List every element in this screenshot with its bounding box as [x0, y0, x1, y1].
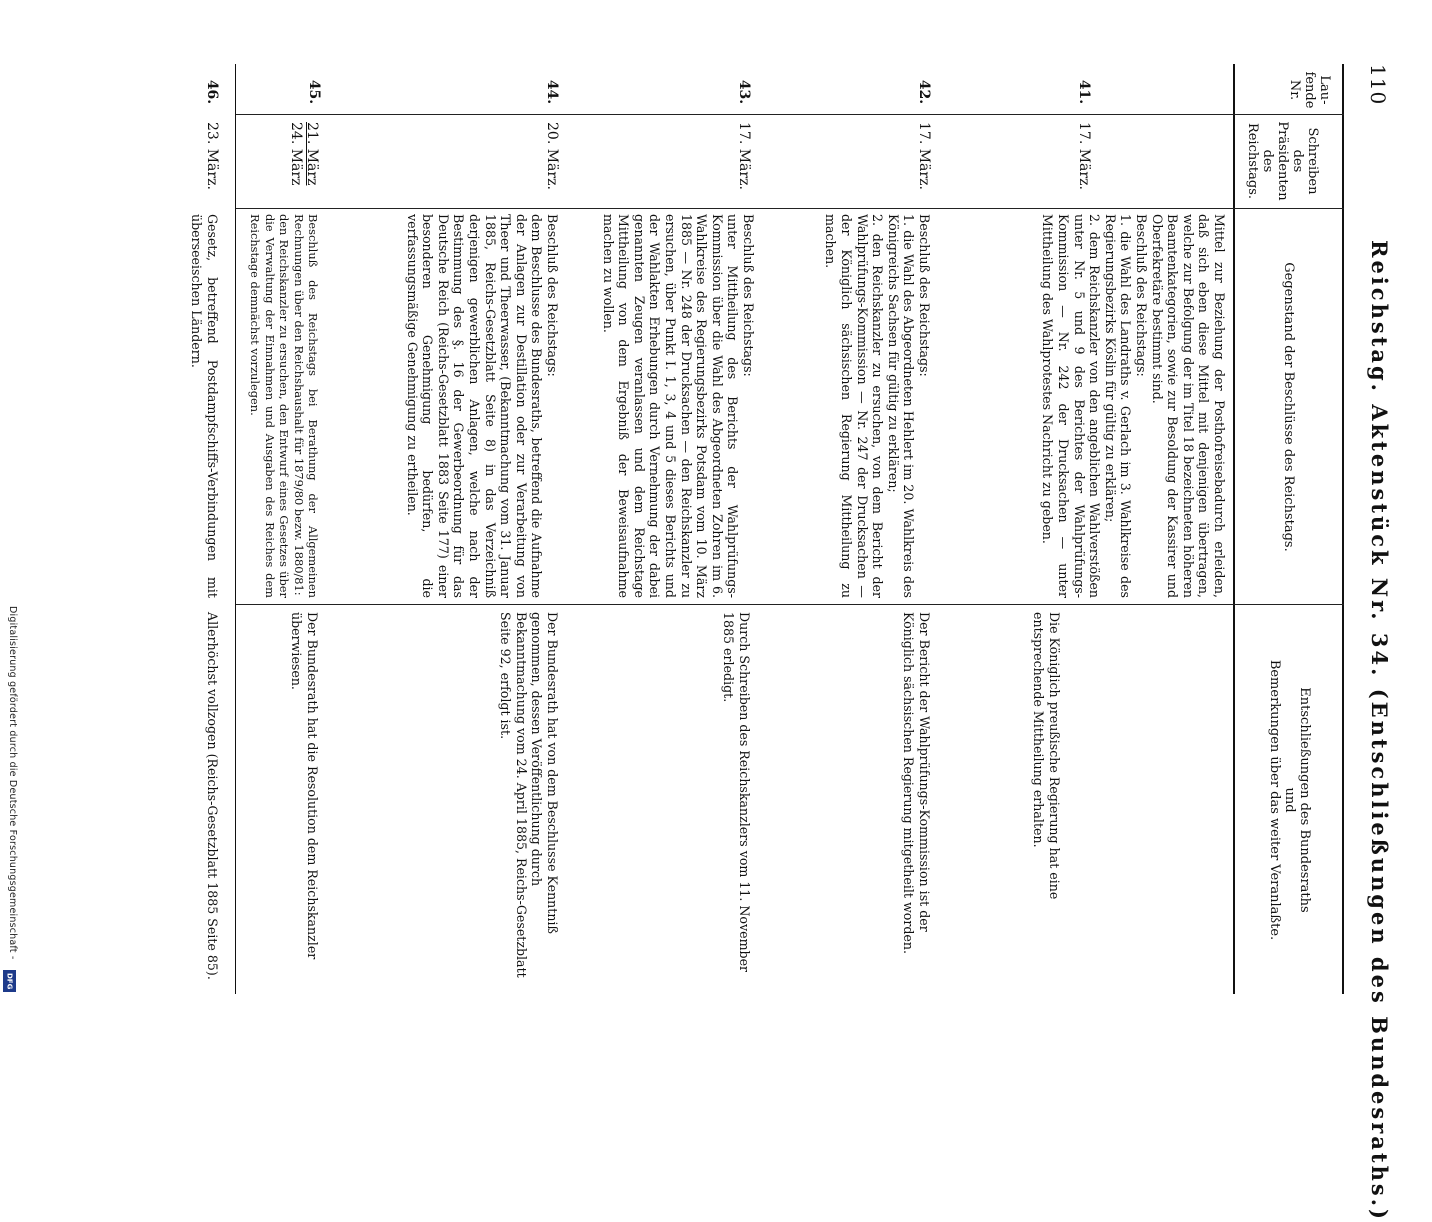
row-date: 17. März.	[736, 122, 752, 190]
row-remark: Die Königlich preußische Regierung hat eine entsprechende Mittheilung erhalten.	[1031, 612, 1062, 900]
row-date-end: 24. März	[288, 122, 304, 186]
row-remark: Der Bericht der Wahlprüfungs-Kommission ist der Königlich sächsischen Regierung mitgetheilt worden.	[901, 612, 932, 954]
row-subject-text: Beschluß des Reichstags bei Berathung der Allgemeinen Rechnungen über den Reichshaushalt für 1879/80 bezw. 1880/81: den Reichskanzler zu ersuchen, den Entwurf eines Gesetzes über die Verwaltung der Einnahmen und Ausgaben des Reiches dem Reichstage demnächst vorzulegen.	[248, 214, 320, 598]
table-head-rule	[1233, 64, 1235, 994]
column-header-subject: Gegenstand der Beschlüsse des Reichstags.	[1281, 262, 1296, 552]
row-remark: Allerhöchst vollzogen (Reichs-Gesetzblatt 1885 Seite 85).	[205, 612, 220, 980]
col-sep-3	[236, 604, 1344, 605]
row-subject-text: Beschluß des Reichstags: dem Beschlusse des Bundesraths, betreffend die Aufnahme der Anlagen zur Destillation oder zur Verarbeitung von Theer und Theerwasser, (Bekanntmachung vom 31. Januar 1885, Reichs-Gesetzblatt Seite 8) in das Verzeichniß derjenigen gewerblichen Anlagen, welche nach der Bestimmung des §. 16 der Gewerbeordnung für das Deutsche Reich (Reichs-Gesetzblatt 1883 Seite 177) einer besonderen Genehmigung bedürfen, die verfassungsmäßige Genehmigung zu ertheilen.	[404, 214, 560, 598]
row-remark: Der Bundesrath hat die Resolution dem Reichskanzler überwiesen.	[289, 612, 320, 960]
col-sep-2	[236, 208, 1344, 209]
col-sep-1	[236, 114, 1344, 115]
row-date: 20. März.	[544, 122, 560, 190]
row-number: 42.	[916, 79, 932, 105]
column-header-date: Schreiben des Präsidenten des Reichstags.	[1245, 121, 1320, 201]
row-subject-text: Beschluß des Reichstags: unter Mittheilung des Berichts der Wahlprüfungs-Kommission über die Wahl des Abgeordneten Zohren im 6. Wahlkreise des Regierungsbezirks Potsdam vom 10. März 1885 — Nr. 248 der Drucksachen — den Reichskanzler zu ersuchen, über Punkt I. 1, 3, 4 und 5 dieses Berichts und der Wahlakten Erhebungen durch Vernehmung der dabei genannten Zeugen veranlassen und dem Reichstage Mittheilung von dem Ergebniß der Beweisaufnahme machen zu wollen.	[600, 214, 756, 598]
row-date: 23. März.	[204, 122, 220, 190]
page-header	[1356, 0, 1396, 1222]
row-date-range	[288, 122, 320, 212]
dfg-logo: DFG	[3, 970, 16, 992]
row-subject-text: Beschluß des Reichstags: 1. die Wahl des Abgeordneten Hehlert im 20. Wahlkreis des Königreichs Sachsen für gültig zu erklären; 2. den Reichskanzler zu ersuchen, von dem Bericht der Wahlprüfungs-Kommission — Nr. 247 der Drucksachen — der Königlich sächsischen Regierung Mittheilung zu machen.	[823, 214, 932, 598]
row-subject-text: Gesetz, betreffend Postdampfschiffs-Verbindungen mit überseeischen Ländern.	[189, 214, 220, 598]
row-date: 17. März.	[916, 122, 932, 190]
column-header-remarks: Entschließungen des Bundesraths und Bemerkungen über das weiter Veranlaßte.	[1267, 659, 1312, 941]
row-subject-text: Mittel zur Beziehung der Posthofreisebadurch erleiden, daß sich eben diese Mittel mit denjenigen übertragen, welche zur Befolgung der im Titel 18 bezeichneten höheren Beamtenkategorien, sowie zur Besoldung der Kassirer und Oberfekretäre bestimmt sind. Beschluß des Reichstags: 1. die Wahl des Landraths v. Gerlach im 3. Wahlkreise des Regierungsbezirks Köslin für gültig zu erklären; 2. dem Reichskanzler von den angeblichen Wahlverstößen unter Nr. 5 und 9 des Berichtes der Wahlprüfungs-Kommission — Nr. 242 der Drucksachen — unter Mittheilung des Wahlprotestes Nachricht zu geben.	[1040, 214, 1227, 598]
page-number: 110	[1366, 64, 1390, 106]
table-bottom-rule	[235, 64, 236, 994]
row-date-start: 21. März	[304, 122, 320, 186]
row-number: 41.	[1076, 79, 1092, 105]
table-top-rule	[1342, 64, 1344, 994]
row-remark: Der Bundesrath hat von dem Beschlusse Kenntniß genommen, dessen Veröffentlichung durch Bekanntmachung vom 24. April 1885, Reichs-Gesetzblatt Seite 92, erfolgt ist.	[498, 612, 560, 978]
row-number: 44.	[544, 79, 560, 105]
row-remark: Durch Schreiben des Reichskanzlers vom 11. November 1885 erledigt.	[721, 612, 752, 973]
row-date: 17. März.	[1076, 122, 1092, 190]
credit-label: Digitalisierung gefördert durch die Deutsche Forschungsgemeinschaft -	[7, 606, 18, 960]
row-number: 45.	[306, 79, 322, 105]
row-number: 46.	[204, 79, 220, 105]
row-number: 43.	[736, 79, 752, 105]
running-title: Reichstag. Aktenstück Nr. 34. (Entschließungen des Bundesraths.)	[1367, 240, 1392, 1222]
column-header-no: Lau- fende Nr.	[1287, 71, 1332, 109]
